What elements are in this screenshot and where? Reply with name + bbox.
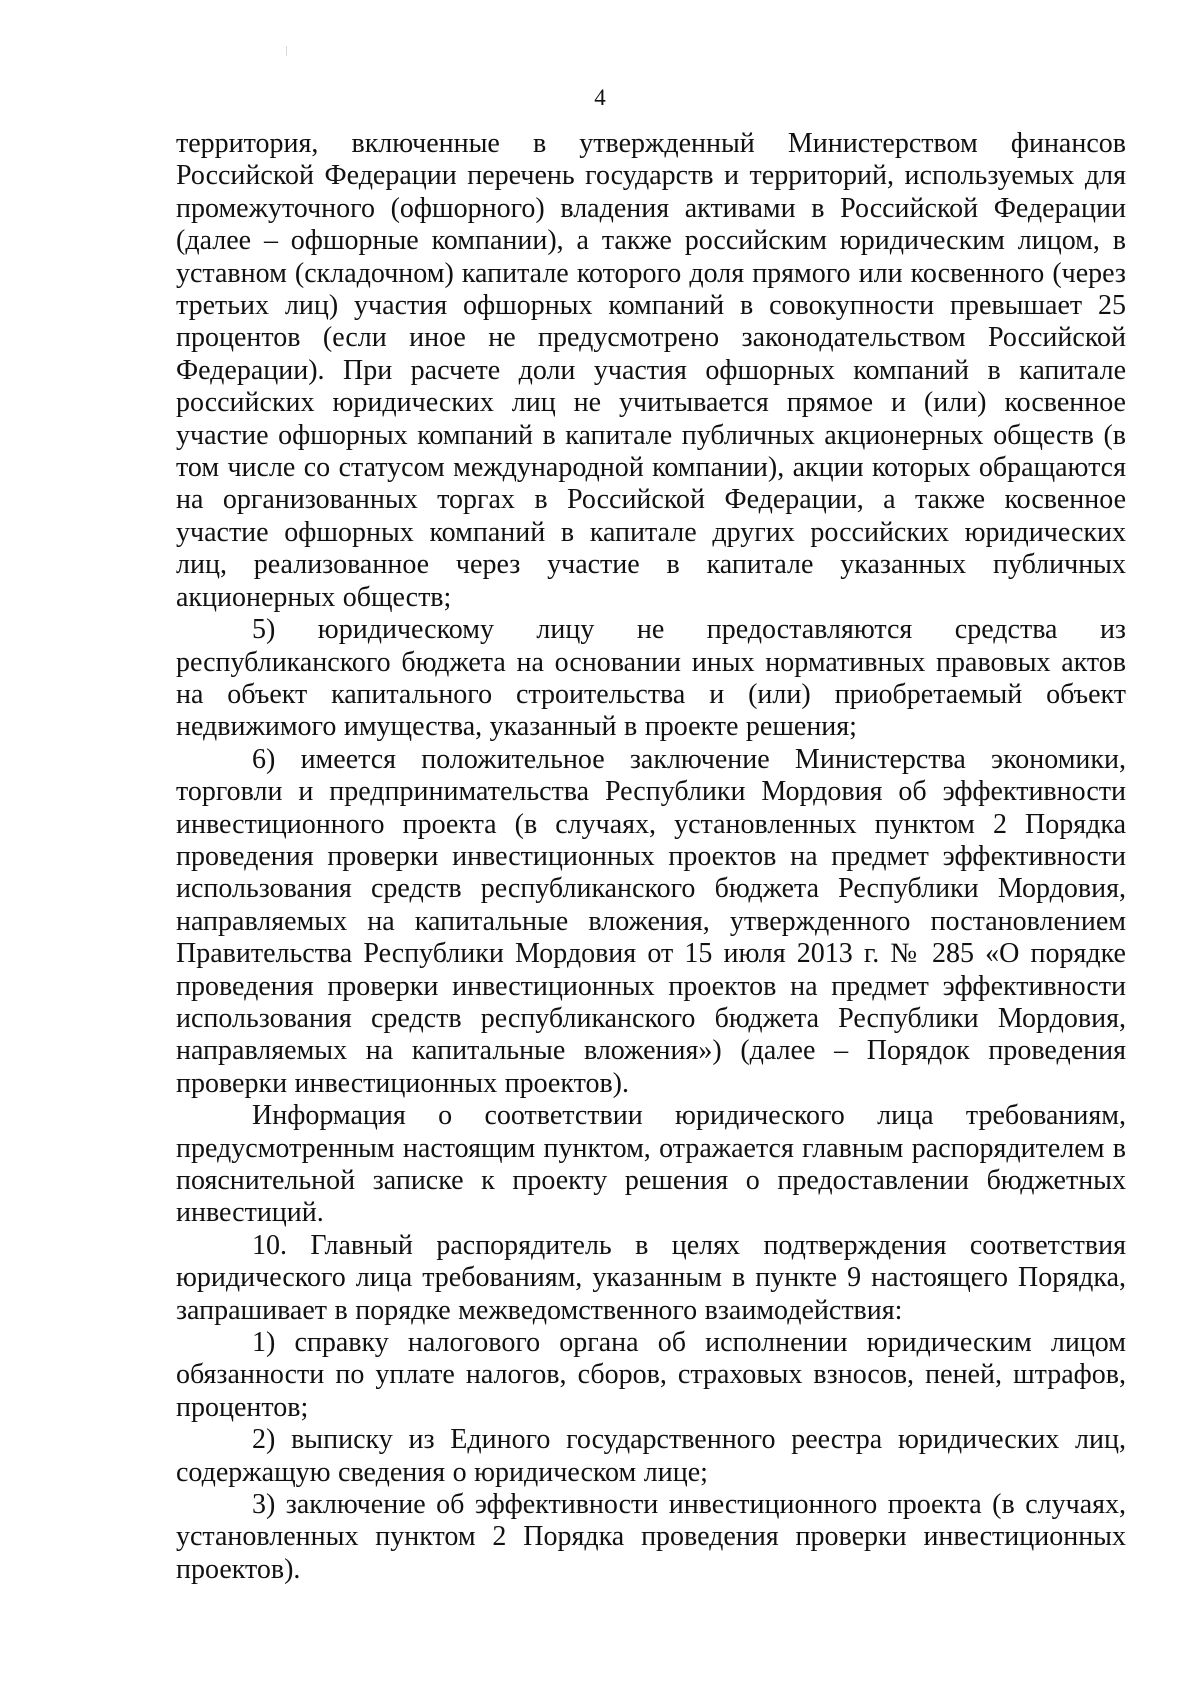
page-number: 4: [594, 85, 606, 110]
document-body: [176, 128, 1126, 1586]
paragraph-clause-10: 10. Главный распорядитель в целях подтверждения соответствия юридического лица требованиям, указанным в пункте 9 настоящего Порядка, запрашивает в порядке межведомственного взаимодействия:: [176, 1229, 1126, 1326]
paragraph-item-6: 6) имеется положительное заключение Министерства экономики, торговли и предпринимательства Республики Мордовия об эффективности инвестиционного проекта (в случаях, установленных пунктом 2 Порядка проведения проверки инвестиционных проектов на предмет эффективности использования средств республиканского бюджета Республики Мордовия, направляемых на капитальные вложения, утвержденного постановлением Правительства Республики Мордовия от 15 июля 2013 г. № 285 «О порядке проведения проверки инвестиционных проектов на предмет эффективности использования средств республиканского бюджета Республики Мордовия, направляемых на капитальные вложения») (далее – Порядок проведения проверки инвестиционных проектов).: [176, 743, 1126, 1099]
scan-mark: [286, 46, 287, 56]
paragraph-offshore-continuation: территория, включенные в утвержденный Министерством финансов Российской Федерации перечень государств и территорий, используемых для промежуточного (офшорного) владения активами в Российской Федерации (далее – офшорные компании), а также российским юридическим лицом, в уставном (складочном) капитале которого доля прямого или косвенного (через третьих лиц) участия офшорных компаний в совокупности превышает 25 процентов (если иное не предусмотрено законодательством Российской Федерации). При расчете доли участия офшорных компаний в капитале российских юридических лиц не учитывается прямое и (или) косвенное участие офшорных компаний в капитале публичных акционерных обществ (в том числе со статусом международной компании), акции которых обращаются на организованных торгах в Российской Федерации, а также косвенное участие офшорных компаний в капитале других российских юридических лиц, реализованное через участие в капитале указанных публичных акционерных обществ;: [176, 128, 1126, 613]
paragraph-information: Информация о соответствии юридического лица требованиям, предусмотренным настоящим пунктом, отражается главным распорядителем в пояснительной записке к проекту решения о предоставлении бюджетных инвестиций.: [176, 1100, 1126, 1229]
paragraph-item-5: 5) юридическому лицу не предоставляются средства из республиканского бюджета на основании иных нормативных правовых актов на объект капитального строительства и (или) приобретаемый объект недвижимого имущества, указанный в проекте решения;: [176, 614, 1126, 743]
paragraph-request-3: 3) заключение об эффективности инвестиционного проекта (в случаях, установленных пунктом 2 Порядка проведения проверки инвестиционных проектов).: [176, 1489, 1126, 1585]
paragraph-request-2: 2) выписку из Единого государственного реестра юридических лиц, содержащую сведения о юридическом лице;: [176, 1424, 1126, 1488]
paragraph-request-1: 1) справку налогового органа об исполнении юридическим лицом обязанности по уплате налогов, сборов, страховых взносов, пеней, штрафов, процентов;: [176, 1327, 1126, 1423]
